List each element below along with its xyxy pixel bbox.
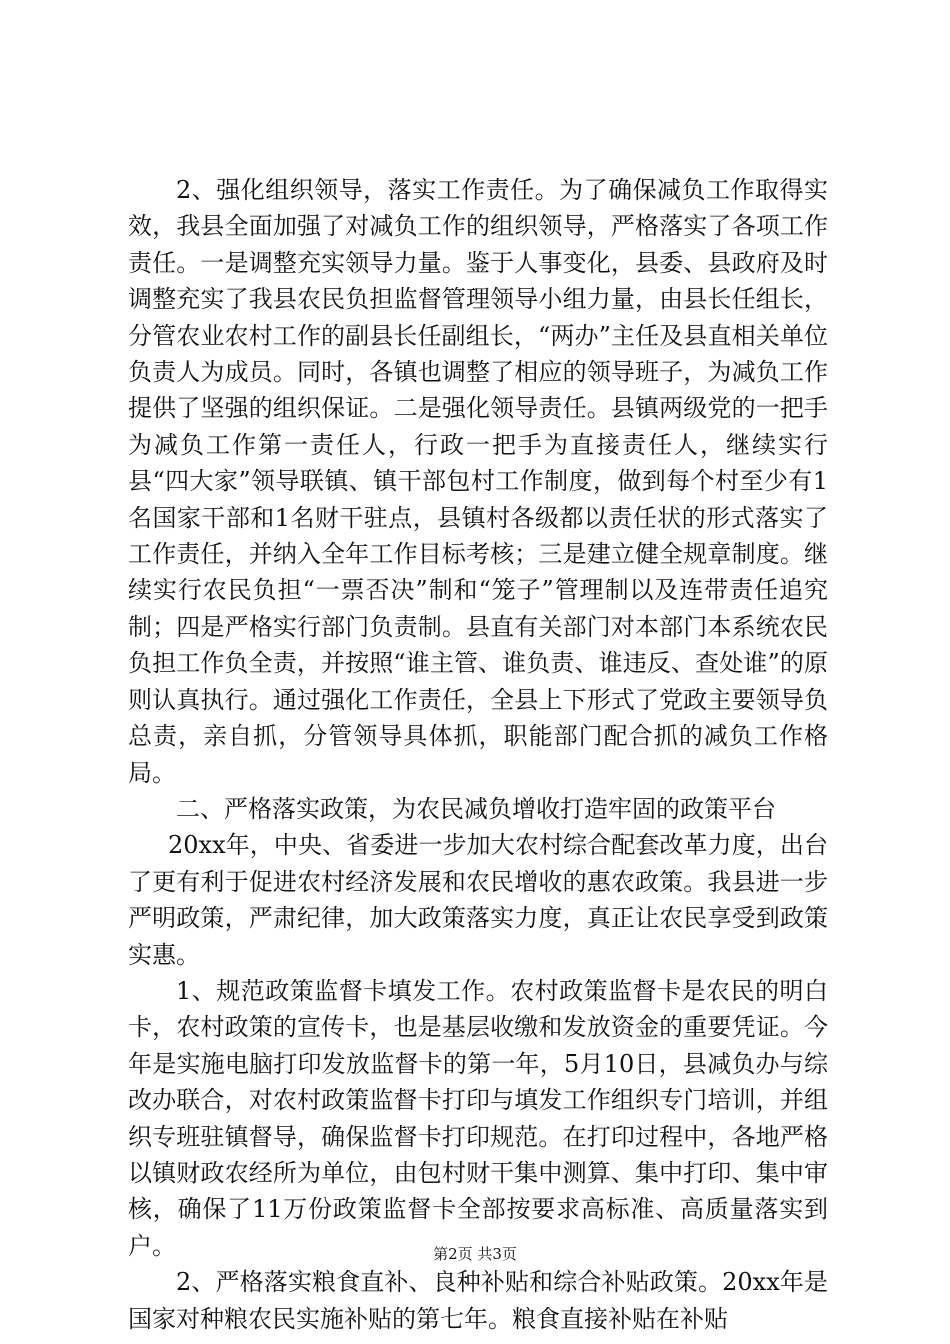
section-heading-policy: 二、严格落实政策，为农民减负增收打造牢固的政策平台 xyxy=(176,794,776,823)
page-footer: 第2页 共3页 xyxy=(433,1245,517,1263)
paragraph-supervision-card: 1、规范政策监督卡填发工作。农村政策监督卡是农民的明白卡，农村政策的宣传卡，也是基层收缴和发放资金的重要凭证。今年是实施电脑打印发放监督卡的第一年，5月10日，县减负办与综改办联合，对农村政策监督卡打印与填发工作组织专门培训，并组织专班驻镇督导，确保监督卡打印规范。在打印过程中，各地严格以镇财政农经所为单位，由包村财干集中测算、集中打印、集中审核，确保了11万份政策监督卡全部按要求高标准、高质量落实到户。 xyxy=(128,976,828,1260)
paragraph-grain-subsidy: 2、严格落实粮食直补、良种补贴和综合补贴政策。20xx年是国家对种粮农民实施补贴的第七年。粮食直接补贴在补贴 xyxy=(128,1268,828,1333)
paragraph-policy-intro: 20xx年，中央、省委进一步加大农村综合配套改革力度，出台了更有利于促进农村经济发展和农民增收的惠农政策。我县进一步严明政策，严肃纪律，加大政策落实力度，真正让农民享受到政策实惠。 xyxy=(128,831,828,969)
document-body xyxy=(128,172,828,1337)
paragraph-leadership: 2、强化组织领导，落实工作责任。为了确保减负工作取得实效，我县全面加强了对减负工作的组织领导，严格落实了各项工作责任。一是调整充实领导力量。鉴于人事变化，县委、县政府及时调整充实了我县农民负担监督管理领导小组力量，由县长任组长，分管农业农村工作的副县长任副组长，“两办”主任及县直相关单位负责人为成员。同时，各镇也调整了相应的领导班子，为减负工作提供了坚强的组织保证。二是强化领导责任。县镇两级党的一把手为减负工作第一责任人，行政一把手为直接责任人，继续实行县“四大家”领导联镇、镇干部包村工作制度，做到每个村至少有1名国家干部和1名财干驻点，县镇村各级都以责任状的形式落实了工作责任，并纳入全年工作目标考核；三是建立健全规章制度。继续实行农民负担“一票否决”制和“笼子”管理制以及连带责任追究制；四是严格实行部门负责制。县直有关部门对本部门本系统农民负担工作负全责，并按照“谁主管、谁负责、谁违反、查处谁”的原则认真执行。通过强化工作责任，全县上下形式了党政主要领导负总责，亲自抓，分管领导具体抓，职能部门配合抓的减负工作格局。 xyxy=(128,176,828,787)
